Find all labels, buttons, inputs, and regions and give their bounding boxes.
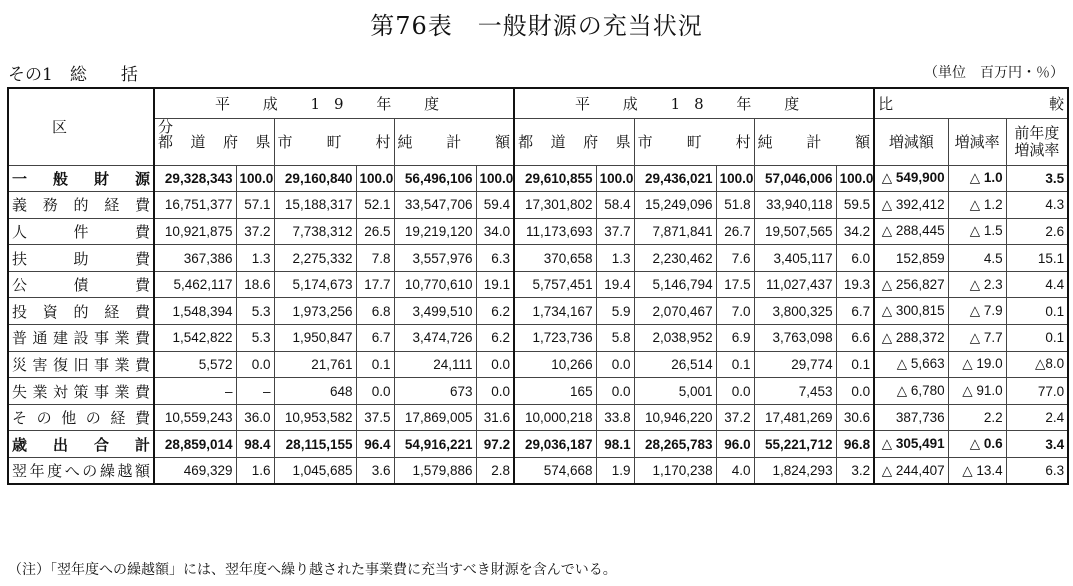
table-cell: 648: [274, 378, 356, 405]
table-cell: 3.6: [356, 458, 394, 485]
table-cell: –: [154, 378, 236, 405]
table-cell: 1,548,394: [154, 298, 236, 325]
table-cell: 29,160,840: [274, 165, 356, 192]
table-cell: 100.0: [236, 165, 274, 192]
table-cell: 55,221,712: [754, 431, 836, 458]
table-row: [8, 404, 1068, 431]
table-row: [8, 271, 1068, 298]
table-cell: 6.2: [476, 325, 514, 352]
table-cell: 37.2: [236, 218, 274, 245]
table-cell: 469,329: [154, 458, 236, 485]
table-cell: 0.0: [836, 378, 874, 405]
table-cell: 33,940,118: [754, 192, 836, 219]
table-cell: 3,763,098: [754, 325, 836, 352]
table-row: [8, 351, 1068, 378]
table-cell: 10,266: [514, 351, 596, 378]
table-cell: 6.7: [356, 325, 394, 352]
row-label: 翌年度への繰越額: [8, 458, 154, 485]
table-cell: 29,610,855: [514, 165, 596, 192]
table-cell: △ 13.4: [948, 458, 1006, 485]
table-cell: 29,436,021: [634, 165, 716, 192]
table-cell: 3,474,726: [394, 325, 476, 352]
table-cell: 152,859: [874, 245, 948, 272]
table-row: [8, 218, 1068, 245]
table-cell: 6.8: [356, 298, 394, 325]
header-net-h18: 純計額: [754, 118, 874, 165]
table-cell: 100.0: [716, 165, 754, 192]
table-cell: 0.0: [476, 351, 514, 378]
table-cell: 7,871,841: [634, 218, 716, 245]
table-cell: 33.8: [596, 404, 634, 431]
table-cell: 97.2: [476, 431, 514, 458]
table-cell: 0.0: [236, 351, 274, 378]
row-label: その他の経費: [8, 404, 154, 431]
table-cell: 0.0: [596, 378, 634, 405]
table-cell: 5.3: [236, 325, 274, 352]
table-cell: 1,973,256: [274, 298, 356, 325]
table-cell: △ 0.6: [948, 431, 1006, 458]
table-cell: –: [236, 378, 274, 405]
table-cell: 6.7: [836, 298, 874, 325]
table-cell: 51.8: [716, 192, 754, 219]
table-cell: 31.6: [476, 404, 514, 431]
table-cell: △ 1.0: [948, 165, 1006, 192]
table-cell: 37.5: [356, 404, 394, 431]
row-label: 普通建設事業費: [8, 325, 154, 352]
table-cell: 0.0: [356, 378, 394, 405]
table-cell: 5.8: [596, 325, 634, 352]
table-cell: 387,736: [874, 404, 948, 431]
table-cell: 28,265,783: [634, 431, 716, 458]
table-cell: 1.3: [596, 245, 634, 272]
table-cell: 15,249,096: [634, 192, 716, 219]
table-cell: 100.0: [836, 165, 874, 192]
table-cell: 7.8: [356, 245, 394, 272]
table-cell: 10,946,220: [634, 404, 716, 431]
table-row: [8, 378, 1068, 405]
table-row: [8, 165, 1068, 192]
table-cell: 6.6: [836, 325, 874, 352]
table-row: [8, 325, 1068, 352]
table-cell: 11,027,437: [754, 271, 836, 298]
table-cell: 1,542,822: [154, 325, 236, 352]
table-cell: 0.1: [716, 351, 754, 378]
table-cell: 6.3: [1006, 458, 1068, 485]
table-body: [8, 165, 1068, 484]
table-cell: △ 7.7: [948, 325, 1006, 352]
table-cell: △ 244,407: [874, 458, 948, 485]
table-cell: 15.1: [1006, 245, 1068, 272]
table-cell: 57.1: [236, 192, 274, 219]
table-cell: 1.6: [236, 458, 274, 485]
table-cell: △ 19.0: [948, 351, 1006, 378]
table-cell: 5.3: [236, 298, 274, 325]
table-cell: 370,658: [514, 245, 596, 272]
table-cell: △ 549,900: [874, 165, 948, 192]
table-cell: 4.3: [1006, 192, 1068, 219]
table-cell: 0.0: [596, 351, 634, 378]
table-cell: 3,800,325: [754, 298, 836, 325]
table-cell: △ 1.5: [948, 218, 1006, 245]
table-cell: 7,453: [754, 378, 836, 405]
table-cell: 4.0: [716, 458, 754, 485]
table-cell: 10,000,218: [514, 404, 596, 431]
table-cell: 28,115,155: [274, 431, 356, 458]
table-cell: 7.0: [716, 298, 754, 325]
table-cell: 2.8: [476, 458, 514, 485]
table-cell: 15,188,317: [274, 192, 356, 219]
row-label: 投資的経費: [8, 298, 154, 325]
unit-label: （単位 百万円・％）: [924, 65, 1064, 81]
table-cell: 98.4: [236, 431, 274, 458]
table-cell: 19.1: [476, 271, 514, 298]
table-cell: 17,301,802: [514, 192, 596, 219]
row-label: 公債費: [8, 271, 154, 298]
table-cell: △ 91.0: [948, 378, 1006, 405]
table-cell: 2,275,332: [274, 245, 356, 272]
table-cell: 19.3: [836, 271, 874, 298]
table-cell: 59.4: [476, 192, 514, 219]
table-cell: 17,869,005: [394, 404, 476, 431]
table-cell: 34.0: [476, 218, 514, 245]
allocation-table: [7, 87, 1069, 485]
table-cell: 2.4: [1006, 404, 1068, 431]
table-cell: 0.1: [836, 351, 874, 378]
table-cell: 100.0: [356, 165, 394, 192]
table-cell: 28,859,014: [154, 431, 236, 458]
table-cell: △ 6,780: [874, 378, 948, 405]
table-cell: 6.9: [716, 325, 754, 352]
header-group-h18: 平 成 18 年 度: [514, 88, 874, 118]
table-cell: 100.0: [596, 165, 634, 192]
header-pref-h18: 都道府県: [514, 118, 634, 165]
table-cell: 96.8: [836, 431, 874, 458]
table-cell: 7,738,312: [274, 218, 356, 245]
table-cell: 6.2: [476, 298, 514, 325]
header-net-h19: 純計額: [394, 118, 514, 165]
table-cell: 16,751,377: [154, 192, 236, 219]
table-cell: 98.1: [596, 431, 634, 458]
table-cell: 3,499,510: [394, 298, 476, 325]
table-cell: 2.2: [948, 404, 1006, 431]
row-label: 一般財源: [8, 165, 154, 192]
table-cell: 37.7: [596, 218, 634, 245]
table-cell: 54,916,221: [394, 431, 476, 458]
table-cell: 58.4: [596, 192, 634, 219]
table-cell: 1,170,238: [634, 458, 716, 485]
table-cell: 29,036,187: [514, 431, 596, 458]
table-cell: 29,774: [754, 351, 836, 378]
table-cell: 10,953,582: [274, 404, 356, 431]
table-cell: 2,070,467: [634, 298, 716, 325]
table-cell: 36.0: [236, 404, 274, 431]
row-label: 扶助費: [8, 245, 154, 272]
table-cell: 1.3: [236, 245, 274, 272]
table-cell: 17.5: [716, 271, 754, 298]
table-cell: 0.1: [1006, 325, 1068, 352]
table-cell: △ 5,663: [874, 351, 948, 378]
table-cell: 5,001: [634, 378, 716, 405]
table-row: [8, 245, 1068, 272]
table-cell: 21,761: [274, 351, 356, 378]
table-cell: △ 288,372: [874, 325, 948, 352]
header-group-h19: 平 成 19 年 度: [154, 88, 514, 118]
footnote: （注）「翌年度への繰越額」には、翌年度へ繰り越された事業費に充当すべき財源を含んでいる。: [8, 562, 617, 578]
table-cell: 59.5: [836, 192, 874, 219]
table-cell: 30.6: [836, 404, 874, 431]
table-cell: 1.9: [596, 458, 634, 485]
table-cell: 6.0: [836, 245, 874, 272]
section-subtitle: その1 総 括: [8, 65, 138, 85]
table-cell: 100.0: [476, 165, 514, 192]
table-cell: 26.5: [356, 218, 394, 245]
table-cell: 2,038,952: [634, 325, 716, 352]
table-cell: 5,572: [154, 351, 236, 378]
table-cell: 1,045,685: [274, 458, 356, 485]
row-label: 義務的経費: [8, 192, 154, 219]
table-cell: 52.1: [356, 192, 394, 219]
header-kubun: 区 分: [8, 88, 154, 165]
table-cell: 4.4: [1006, 271, 1068, 298]
table-cell: 0.1: [356, 351, 394, 378]
table-cell: △8.0: [1006, 351, 1068, 378]
table-cell: 96.0: [716, 431, 754, 458]
table-cell: △ 305,491: [874, 431, 948, 458]
header-group-compare: 比 較: [874, 88, 1068, 118]
table-cell: 19,507,565: [754, 218, 836, 245]
table-cell: △ 2.3: [948, 271, 1006, 298]
table-cell: 1,824,293: [754, 458, 836, 485]
table-cell: 57,046,006: [754, 165, 836, 192]
table-cell: 6.3: [476, 245, 514, 272]
table-cell: △ 256,827: [874, 271, 948, 298]
table-cell: △ 1.2: [948, 192, 1006, 219]
table-cell: 5.9: [596, 298, 634, 325]
table-cell: 26.7: [716, 218, 754, 245]
table-row: [8, 192, 1068, 219]
table-cell: 10,770,610: [394, 271, 476, 298]
table-cell: 3.2: [836, 458, 874, 485]
table-cell: 19,219,120: [394, 218, 476, 245]
table-row: [8, 458, 1068, 485]
table-cell: 4.5: [948, 245, 1006, 272]
table-cell: 165: [514, 378, 596, 405]
table-cell: 24,111: [394, 351, 476, 378]
row-label: 歳出合計: [8, 431, 154, 458]
table-cell: 17,481,269: [754, 404, 836, 431]
table-cell: 0.0: [716, 378, 754, 405]
table-cell: 0.1: [1006, 298, 1068, 325]
header-increase-rate: 増減率: [948, 118, 1006, 165]
table-cell: 0.0: [476, 378, 514, 405]
row-label: 人件費: [8, 218, 154, 245]
table-cell: 33,547,706: [394, 192, 476, 219]
table-cell: 673: [394, 378, 476, 405]
table-cell: 3,557,976: [394, 245, 476, 272]
table-cell: 18.6: [236, 271, 274, 298]
row-label: 失業対策事業費: [8, 378, 154, 405]
table-cell: △ 7.9: [948, 298, 1006, 325]
table-cell: 5,462,117: [154, 271, 236, 298]
table-cell: 10,921,875: [154, 218, 236, 245]
table-cell: 3,405,117: [754, 245, 836, 272]
table-cell: 367,386: [154, 245, 236, 272]
table-cell: 56,496,106: [394, 165, 476, 192]
table-cell: 3.5: [1006, 165, 1068, 192]
table-cell: 26,514: [634, 351, 716, 378]
table-cell: 7.6: [716, 245, 754, 272]
table-cell: 34.2: [836, 218, 874, 245]
table-cell: △ 288,445: [874, 218, 948, 245]
table-cell: 1,950,847: [274, 325, 356, 352]
table-cell: 5,757,451: [514, 271, 596, 298]
table-cell: 19.4: [596, 271, 634, 298]
table-cell: 37.2: [716, 404, 754, 431]
table-cell: 77.0: [1006, 378, 1068, 405]
table-cell: 5,146,794: [634, 271, 716, 298]
header-prev-year-rate: 前年度 増減率: [1006, 118, 1068, 165]
table-cell: △ 300,815: [874, 298, 948, 325]
table-cell: 2.6: [1006, 218, 1068, 245]
table-cell: 1,723,736: [514, 325, 596, 352]
table-cell: △ 392,412: [874, 192, 948, 219]
table-cell: 3.4: [1006, 431, 1068, 458]
table-row: [8, 298, 1068, 325]
row-label: 災害復旧事業費: [8, 351, 154, 378]
table-title: 第76表 一般財源の充当状況: [370, 12, 703, 40]
table-cell: 29,328,343: [154, 165, 236, 192]
table-cell: 96.4: [356, 431, 394, 458]
table-cell: 5,174,673: [274, 271, 356, 298]
header-muni-h18: 市町村: [634, 118, 754, 165]
header-pref-h19: 都道府県: [154, 118, 274, 165]
table-cell: 2,230,462: [634, 245, 716, 272]
table-cell: 1,734,167: [514, 298, 596, 325]
table-cell: 17.7: [356, 271, 394, 298]
header-muni-h19: 市町村: [274, 118, 394, 165]
table-cell: 574,668: [514, 458, 596, 485]
header-increase-amount: 増減額: [874, 118, 948, 165]
table-row: [8, 431, 1068, 458]
table-cell: 1,579,886: [394, 458, 476, 485]
table-cell: 11,173,693: [514, 218, 596, 245]
table-cell: 10,559,243: [154, 404, 236, 431]
